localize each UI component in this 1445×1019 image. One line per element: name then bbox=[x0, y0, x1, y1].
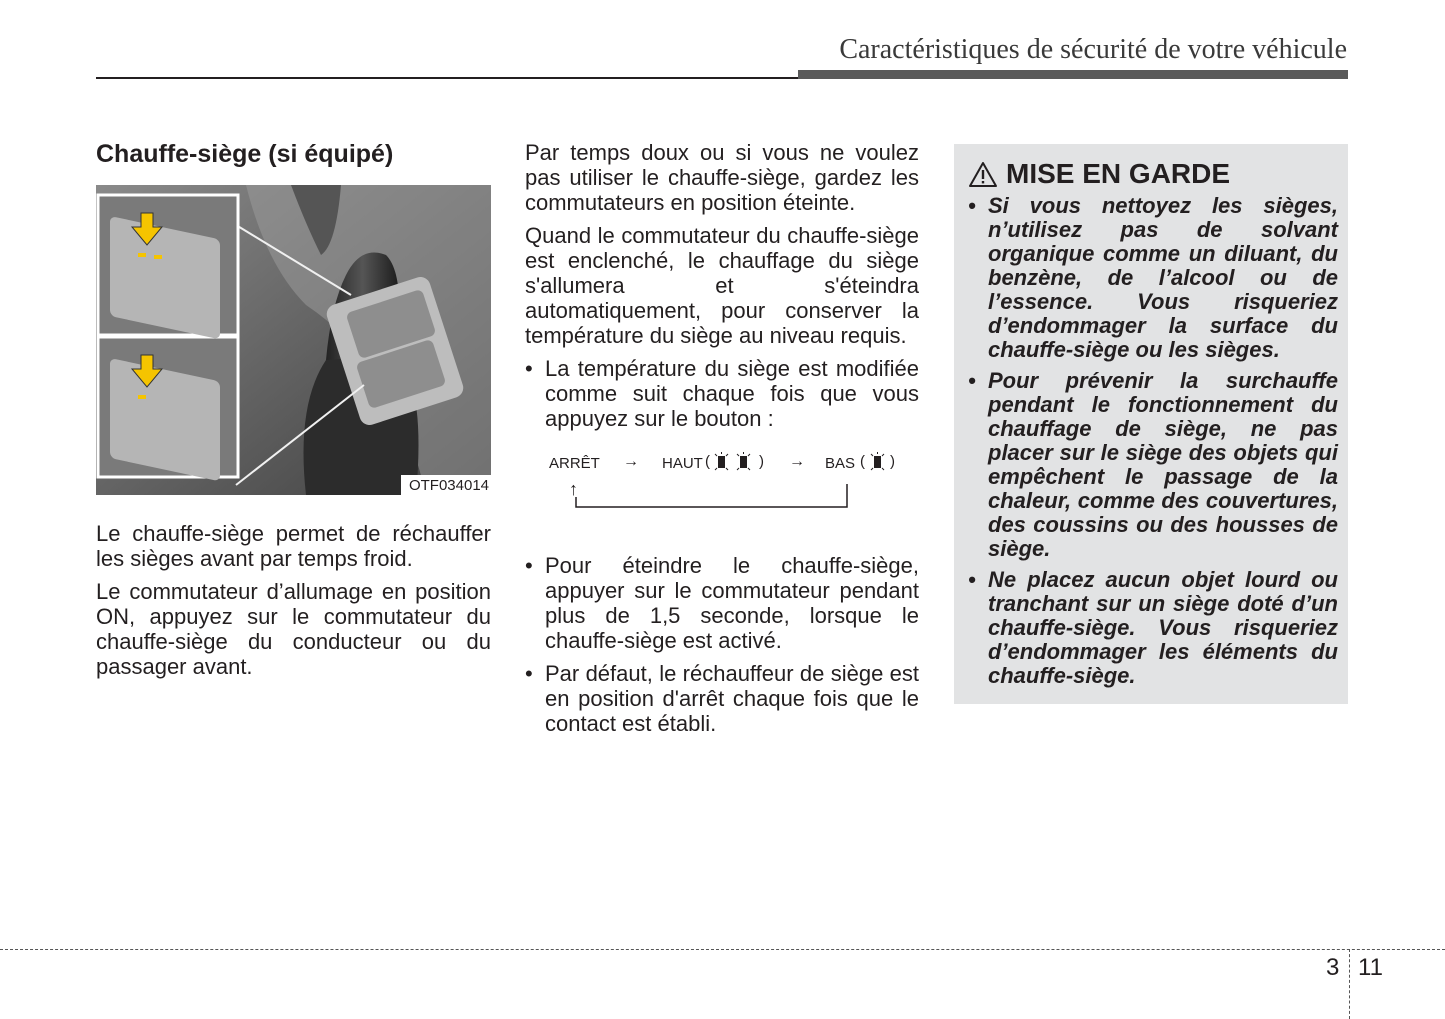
paragraph: Quand le commutateur du chauffe-siège est enclenché, le chauffage du siège s'allumera et s'éteindra automatiquement, pour conserver la température du siège au niveau requis. bbox=[525, 223, 919, 348]
warning-box bbox=[954, 144, 1348, 704]
close-paren: ) bbox=[890, 453, 895, 470]
paragraph: Par temps doux ou si vous ne voulez pas utiliser le chauffe-siège, gardez les commutateurs en position éteinte. bbox=[525, 140, 919, 215]
footer-rule bbox=[0, 949, 1445, 950]
arrow-right-icon: → bbox=[623, 453, 639, 470]
chapter-number: 3 bbox=[1326, 954, 1340, 981]
mode-low-label: BAS bbox=[825, 455, 856, 472]
warning-item bbox=[968, 369, 1338, 561]
list-item bbox=[525, 356, 919, 431]
warning-title bbox=[968, 158, 1230, 190]
heater-mode-cycle bbox=[525, 445, 919, 545]
warning-title-text: MISE EN GARDE bbox=[1006, 158, 1231, 189]
bullet-marker: • bbox=[525, 661, 533, 686]
warning-item bbox=[968, 568, 1338, 688]
list-item-text: La température du siège est modifiée comme suit chaque fois que vous appuyez sur le bouton : bbox=[545, 356, 919, 431]
list-item bbox=[525, 661, 919, 736]
return-arrow-icon: ↑ bbox=[569, 479, 578, 499]
page-header-title: Caractéristiques de sécurité de votre véhicule bbox=[839, 34, 1347, 65]
page-number: 11 bbox=[1358, 954, 1383, 981]
warning-item-text: Pour prévenir la surchauffe pendant le fonctionnement du chauffage de siège, ne pas placer sur le siège des objets qui empêchent le passage de la chaleur, comme des couvertures, des coussins ou des housses de siège. bbox=[988, 368, 1338, 561]
mode-high-label: HAUT bbox=[662, 455, 703, 472]
seat-heater-figure bbox=[96, 185, 491, 495]
warning-item bbox=[968, 194, 1338, 362]
list-item bbox=[525, 553, 919, 653]
header-rule-accent bbox=[798, 70, 1348, 79]
cycle-return-line bbox=[575, 483, 855, 513]
warning-item-text: Ne placez aucun objet lourd ou tranchant sur un siège doté d’un chauffe-siège. Vous risqueriez d’endommager les éléments du chauffe-siège. bbox=[988, 567, 1338, 688]
figure-code: OTF034014 bbox=[401, 475, 491, 495]
header-rule bbox=[96, 77, 800, 79]
low-indicator-icon bbox=[868, 452, 888, 472]
bullet-marker: • bbox=[525, 553, 533, 578]
paragraph: Le chauffe-siège permet de réchauffer les sièges avant par temps froid. bbox=[96, 521, 491, 571]
paragraph: Le commutateur d’allumage en position ON, appuyez sur le commutateur du chauffe-siège du conducteur ou du passager avant. bbox=[96, 579, 491, 679]
section-heading: Chauffe-siège (si équipé) bbox=[96, 140, 394, 168]
list-item-text: Par défaut, le réchauffeur de siège est en position d'arrêt chaque fois que le contact est établi. bbox=[545, 661, 919, 736]
arrow-right-icon: → bbox=[789, 453, 805, 470]
seat-heater-switch-illustration bbox=[96, 185, 491, 495]
left-column bbox=[96, 140, 491, 687]
mode-off-label: ARRÊT bbox=[549, 455, 600, 472]
footer-divider bbox=[1349, 949, 1350, 1019]
bullet-marker: • bbox=[525, 356, 533, 381]
bullet-marker: • bbox=[968, 368, 976, 393]
open-paren: ( bbox=[860, 453, 865, 470]
bullet-marker: • bbox=[968, 193, 976, 218]
list-item-text: Pour éteindre le chauffe-siège, appuyer sur le commutateur pendant plus de 1,5 seconde, lorsque le chauffe-siège est activé. bbox=[545, 553, 919, 653]
bullet-marker: • bbox=[968, 567, 976, 592]
warning-item-text: Si vous nettoyez les sièges, n’utilisez pas de solvant organique comme un diluant, du benzène, de l’alcool ou de l’essence. Vous risqueriez d’endommager la surface du chauffe-siège ou les sièges. bbox=[988, 193, 1338, 362]
high-indicator-icon bbox=[713, 452, 757, 472]
close-paren: ) bbox=[759, 453, 764, 470]
open-paren: ( bbox=[705, 453, 710, 470]
warning-list bbox=[968, 194, 1338, 695]
middle-column bbox=[525, 140, 919, 744]
warning-triangle-icon bbox=[968, 161, 998, 188]
